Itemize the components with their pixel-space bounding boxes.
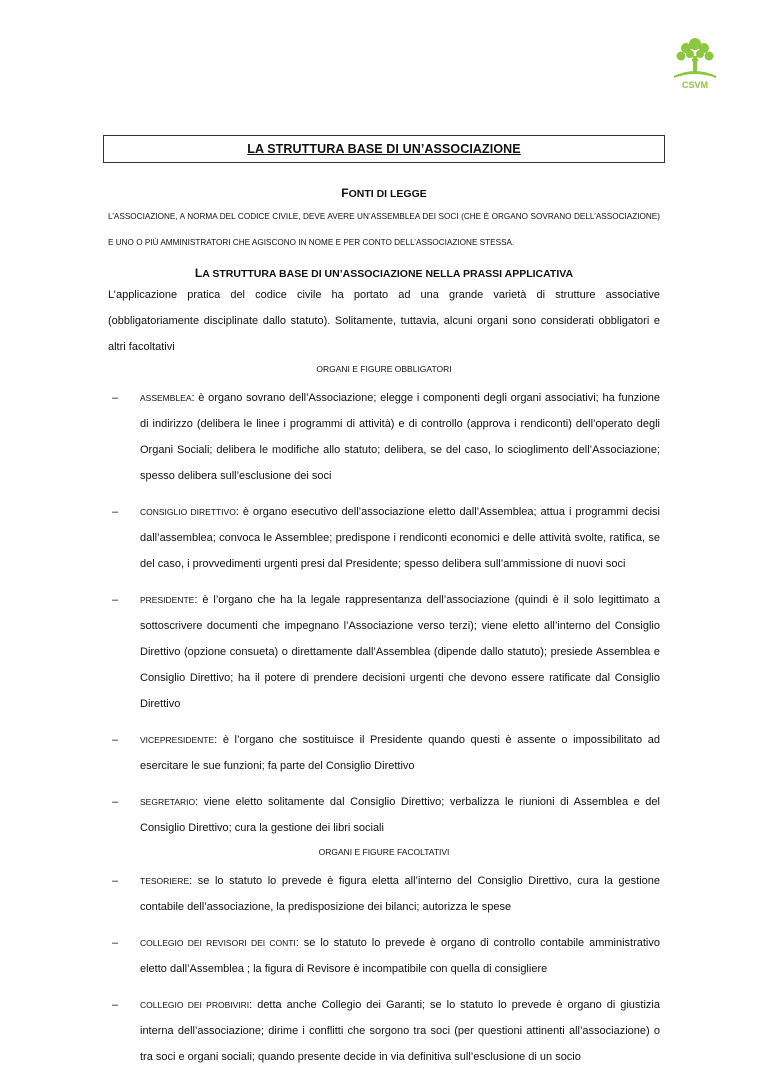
list-facoltativi — [108, 868, 660, 1070]
list-obbligatori — [108, 385, 660, 841]
list-item — [108, 992, 660, 1070]
document-body — [108, 186, 660, 1080]
section-heading-prassi: LA STRUTTURA BASE DI UN’ASSOCIAZIONE NELLA PRASSI APPLICATIVA — [194, 266, 574, 280]
list-item — [108, 587, 660, 717]
csvm-logo — [664, 30, 726, 92]
bullet-dash: – — [112, 392, 119, 404]
item-label: CONSIGLIO DIRETTIVO — [140, 507, 236, 517]
bullet-dash: – — [112, 999, 119, 1011]
item-label: COLLEGIO DEI REVISORI DEI CONTI — [140, 938, 296, 948]
item-text: : viene eletto solitamente dal Consiglio Direttivo; verbalizza le riunioni di Assemblea e del Consiglio Direttivo; cura la gestione dei libri sociali — [140, 796, 660, 834]
item-text: : è organo sovrano dell’Associazione; elegge i componenti degli organi associativi; ha funzione di indirizzo (delibera le linee i programmi di attività) e di controllo (approva i rendiconti) dell’operato degli Organi Sociali; delibera le modifiche allo statuto; delibera, se del caso, lo scioglimento dell’Associazione; spesso delibera sull’esclusione dei soci — [140, 392, 660, 482]
section-intro-prassi: L’applicazione pratica del codice civile ha portato ad una grande varietà di strutture associative (obbligatoriamente disciplinate dallo statuto). Solitamente, tuttavia, alcuni organi sono considerati obbligatori e altri facoltativi — [108, 289, 660, 353]
page-title-box — [103, 135, 665, 163]
item-label: TESORIERE — [140, 876, 190, 886]
bullet-dash: – — [112, 734, 119, 746]
item-label: SEGRETARIO — [140, 797, 196, 807]
item-text: : è l’organo che sostituisce il Presidente quando questi è assente o impossibilitato ad esercitare le sue funzioni; fa parte del Consiglio Direttivo — [140, 734, 660, 772]
section-paragraph-fonti: L’ASSOCIAZIONE, A NORMA DEL CODICE CIVILE, DEVE AVERE UN’ASSEMBLEA DEI SOCI (CHE È ORGANO SOVRANO DELL’ASSOCIAZIONE) E UNO O PIÙ AMMINISTRATORI CHE AGISCONO IN NOME E PER CONTO DELL’ASSOCIAZIONE STESSA. — [108, 212, 660, 247]
bullet-dash: – — [112, 506, 119, 518]
list-item — [108, 789, 660, 841]
list-item — [108, 499, 660, 577]
item-text: : è l’organo che ha la legale rappresentanza dell’associazione (quindi è il solo legittimato a sottoscrivere documenti che impegnano l’Associazione verso terzi); viene eletto all’interno del Consiglio Direttivo (opzione consueta) o direttamente dall’Assemblea (dipende dallo statuto); presiede Assemblea e Consiglio Direttivo; ha il potere di prendere decisioni urgenti che devono essere ratificate dal Consiglio Direttivo — [140, 594, 660, 710]
item-label: COLLEGIO DEI PROBIVIRI — [140, 1000, 250, 1010]
item-label: VICEPRESIDENTE — [140, 735, 215, 745]
bullet-dash: – — [112, 594, 119, 606]
bullet-dash: – — [112, 937, 119, 949]
list-item — [108, 727, 660, 779]
item-text: : se lo statuto lo prevede è figura eletta all’interno del Consiglio Direttivo, cura la gestione contabile dell’associazione, la predisposizione dei bilanci; autorizza le spese — [140, 875, 660, 913]
item-label: ASSEMBLEA — [140, 393, 192, 403]
list-item — [108, 385, 660, 489]
item-text: : detta anche Collegio dei Garanti; se lo statuto lo prevede è organo di giustizia interna dell’associazione; dirime i conflitti che sorgono tra soci (per questioni attinenti all’associazione) o tra soci e organi sociali; quando presente decide in via definitiva sull’esclusione di un socio — [140, 999, 660, 1063]
item-label: PRESIDENTE — [140, 595, 195, 605]
item-text: : se lo statuto lo prevede è organo di controllo contabile amministrativo eletto dall’Assemblea ; la figura di Revisore è incompatibile con quella di consigliere — [140, 937, 660, 975]
section-heading-fonti: FONTI DI LEGGE — [341, 186, 427, 200]
list-item — [108, 868, 660, 920]
page-title: LA STRUTTURA BASE DI UN’ASSOCIAZIONE — [247, 142, 521, 156]
bullet-dash: – — [112, 875, 119, 887]
item-text: : è organo esecutivo dell’associazione eletto dall’Assemblea; attua i programmi decisi dall’assemblea; convoca le Assemblee; predispone i rendiconti economici e delle attività svolte, ratifica, se del caso, i provvedimenti urgenti presi dal Presidente; spesso delibera sull’ammissione di nuovi soci — [140, 506, 660, 570]
heading-obbligatori: ORGANI E FIGURE OBBLIGATORI — [316, 364, 452, 374]
logo-text: CSVM — [681, 80, 709, 90]
heading-facoltativi: ORGANI E FIGURE FACOLTATIVI — [318, 847, 450, 857]
bullet-dash: – — [112, 796, 119, 808]
list-item — [108, 930, 660, 982]
